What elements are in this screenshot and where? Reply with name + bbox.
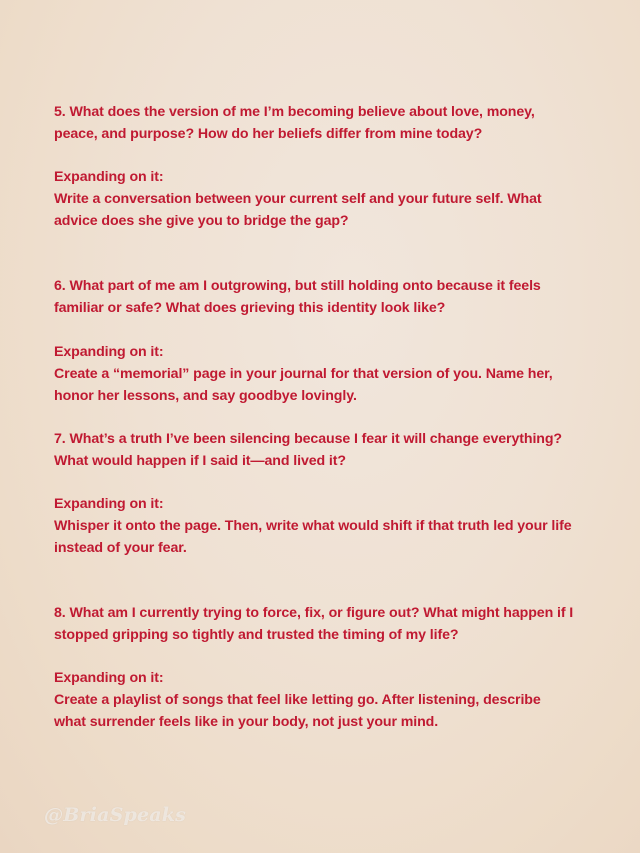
prompt-8-expand-line-2: what surrender feels like in your body, not just your mind.	[54, 714, 439, 730]
watermark-handle: @BriaSpeaks	[44, 804, 187, 826]
prompt-7-question-line-1: 7. What’s a truth I’ve been silencing because I fear it will change everything?	[54, 431, 562, 447]
prompt-8-question-line-2: stopped gripping so tightly and trusted the timing of my life?	[54, 627, 459, 643]
prompt-6-expand-heading: Expanding on it:	[54, 344, 164, 360]
prompt-7-expand-heading: Expanding on it:	[54, 496, 164, 512]
prompt-8-question-line-1: 8. What am I currently trying to force, fix, or figure out? What might happen if I	[54, 605, 574, 621]
prompt-5-expand-line-1: Write a conversation between your current self and your future self. What	[54, 191, 542, 207]
prompt-7-expand-line-2: instead of your fear.	[54, 540, 187, 556]
prompt-6-question	[54, 275, 614, 319]
prompt-6-expand-line-2: honor her lessons, and say goodbye lovingly.	[54, 388, 357, 404]
prompt-8-expansion	[54, 667, 614, 733]
prompt-5-expand-line-2: advice does she give you to bridge the gap?	[54, 213, 349, 229]
prompt-6-expand-line-1: Create a “memorial” page in your journal for that version of you. Name her,	[54, 366, 553, 382]
prompt-7-expansion	[54, 493, 614, 559]
prompt-8-question	[54, 602, 614, 646]
prompt-6-question-line-1: 6. What part of me am I outgrowing, but still holding onto because it feels	[54, 278, 541, 294]
prompt-5-expand-heading: Expanding on it:	[54, 169, 164, 185]
prompt-5-question-line-1: 5. What does the version of me I’m becoming believe about love, money,	[54, 104, 535, 120]
prompt-5-expansion	[54, 166, 614, 232]
prompt-5-question	[54, 101, 614, 145]
prompt-7-question	[54, 428, 614, 472]
prompt-8-expand-line-1: Create a playlist of songs that feel like letting go. After listening, describe	[54, 692, 541, 708]
prompt-7-expand-line-1: Whisper it onto the page. Then, write what would shift if that truth led your life	[54, 518, 572, 534]
prompt-5-question-line-2: peace, and purpose? How do her beliefs differ from mine today?	[54, 126, 483, 142]
prompt-6-question-line-2: familiar or safe? What does grieving this identity look like?	[54, 300, 446, 316]
prompt-7-question-line-2: What would happen if I said it—and lived it?	[54, 453, 346, 469]
prompt-6-expansion	[54, 341, 614, 407]
prompt-8-expand-heading: Expanding on it:	[54, 670, 164, 686]
